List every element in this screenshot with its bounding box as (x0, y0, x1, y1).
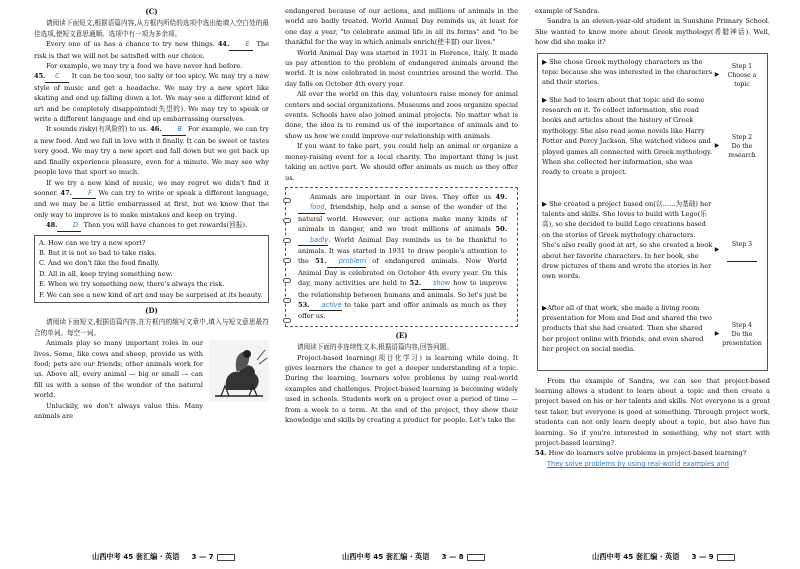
c-paragraph-5: If we try a new kind of music, we may regret we didn't find it sooner. 47. F We can try to write or speak a different language, and we may be a little embarrassed at first, but we know that the only way to improve is to make mistakes and keep on trying. (34, 178, 269, 219)
step-2-text: ▶ She had to learn about that topic and do some research on it. To collect information, she read books and articles about the history of Greek mythology. She also read some novels like Harry Potter and Percy Jackson. She watched videos and played games all connected with Greek mythology. When she collected her information, she was ready to create a project. (542, 95, 713, 177)
d-paragraph-1: Animals play so many important roles in our lives. Some, like cows and sheep, provide us with food; pets are our friends; other animals work for us. Above all, every animal — big or small — can fill us with a sense of the wonder of the natural world. (34, 339, 203, 400)
section-d-heading: (D) (145, 305, 158, 315)
option-c: C. And we don't like the food finally. (39, 259, 160, 268)
step-3-text: ▶ She created a project based on(以……为基础) her talents and skills. She loves to build with Lego(乐高), so she decided to build Lego creations based on the stories of Greek mythology characters. She's also really good at art, so she created a book about her favorite characters. In her book, she drew pictures of them and wrote the stories in her own words. (542, 199, 713, 281)
logo-icon (217, 554, 235, 561)
e-paragraph-1: Project-based learning(项目化学习) is learning while doing. It gives learners the chance to get a deeper understanding of a topic. During the learning, learners solve problems by using real-world examples and challenges. Project-based learning is becoming widely used in schools. Students work on a project over a period of time — from a week to a term. At the end of the project, they show their knowledge and skills by creating a product for people. Let's take the (285, 353, 518, 425)
answer-46[interactable]: B (162, 124, 186, 135)
step-1-label: Step 1 (731, 63, 753, 71)
step-1-text: ▶ She chose Greek mythology characters as the topic because she was interested in the characters and their stories. (542, 57, 713, 87)
section-c-heading: (C) (145, 7, 158, 16)
section-c-instructions: 请阅读下面短文,根据语篇内容,从方框内所给的选项中选出能填入空白处的最佳选项,使短文意思通顺。选项中有一项为多余项。 (34, 19, 269, 38)
answer-49[interactable]: food (298, 202, 325, 213)
option-b: B. But it is not so bad to take risks. (39, 248, 157, 257)
column-1 (34, 6, 269, 421)
step-4-desc: Do the presentation (722, 331, 762, 348)
answer-48[interactable]: D (57, 220, 81, 231)
question-54: 54. How do learners solve problems in project-based learning? (535, 449, 747, 458)
answer-44[interactable]: E (229, 39, 253, 50)
step-4-label: Step 4 (731, 322, 753, 330)
option-e: E. When we try something new, there's always the risk. (39, 280, 225, 289)
option-f: F. We can see a new kind of art and may be surprised at its beauty. (39, 290, 263, 299)
option-a: A. How can we try a new sport? (39, 238, 146, 247)
step-3-label: Step 3 (731, 240, 753, 248)
step-2-desc: Do the research (728, 143, 756, 160)
e-paragraph-2: Sandra is an eleven-year-old student in Sunshine Primary School. She wanted to know more about Greek mythology(希腊神话). Well, how did she make it? (535, 17, 770, 47)
c-paragraph-3: 45. C It can be too sour, too salty or too spicy. We may try a new style of music and get a headache. We may try a new sport like skating and end up falling down a lot. We may see a different kind of art and be completely disappointed(失望的). We may try to speak or write a different language and end up embarrassing ourselves. (34, 72, 269, 124)
d-paragraph-4: All over the world on this day, volunteers raise money for animal centers and social organizations. Museums and zoos organize special events. Schools have also joined animal projects. No matter what is done, the idea is to remind us of the importance of animals and to show us how we could improve our relationship with animals. (285, 90, 518, 140)
step-4-text: ▶After all of that work, she made a living room presentation for Mom and Dad and shared the two products that she had created. Then she shared her project online with friends, and even shared her project on social media. (542, 303, 712, 354)
d-paragraph-3: World Animal Day was started in 1931 in Florence, Italy. It made us pay attention to the problem of endangered animals around the world. It is now celebrated in most countries around the world. The day falls on October 4th every year. (285, 48, 518, 88)
section-d-instructions: 请阅读下面短文,根据语篇内容,在方框内的缩写文章中,填入与短文意思最符合的单词。每空一词。 (34, 318, 269, 337)
c-paragraph-6: 48. D Then you will have chances to get rewards(回报). (34, 220, 269, 231)
options-box (34, 235, 269, 303)
footer-page-9: 山西中考 45 套汇编 · 英语 3 — 9 (592, 552, 735, 562)
step-row-1 (542, 57, 763, 95)
section-e-heading: (E) (395, 330, 408, 340)
logo-icon (717, 554, 735, 561)
arrow-icon: ▶ (714, 142, 720, 150)
arrow-icon: ▶ (714, 330, 720, 338)
animals-illustration (209, 340, 269, 402)
answer-50[interactable]: badly (298, 235, 328, 246)
d-paragraph-2: Unluckily, we don't always value this. Many animals are (34, 401, 203, 421)
footer-page-8: 山西中考 45 套汇编 · 英语 3 — 8 (342, 552, 485, 562)
answer-45[interactable]: C (45, 71, 69, 82)
column-3 (535, 6, 770, 469)
step-row-3 (542, 199, 763, 303)
c-paragraph-4: It sounds risky(有风险的) to us. 46. B For example, we can try a new food. And we fall in love with it finally. It can be sweet or tastes very good. We may try a new sport and fall down but we get back up and finally experience pleasure, even for a minute. We may see why people love that sport so much. (34, 125, 269, 177)
summary-box (285, 187, 518, 327)
step-3-blank (727, 249, 757, 262)
step-row-2 (542, 95, 763, 199)
e-paragraph-1-cont: example of Sandra. (535, 7, 600, 15)
d-paragraph-5: If you want to take part, you could help an animal or organize a money-raising event for a local charity. The important thing is just taking an active part. We should offer animals as much as they offer us. (285, 142, 518, 182)
d-paragraph-2-cont: endangered because of our actions, and millions of animals in the world are badly treated. World Animal Day reminds us, at least for one day a year, "to celebrate animal life in all its forms" and "to be thankful for the way in which animals enrich(使丰富) our lives." (285, 7, 518, 47)
step-row-4 (542, 303, 763, 367)
step-2-label: Step 2 (731, 134, 753, 142)
steps-table (537, 53, 768, 371)
footer-page-7: 山西中考 45 套汇编 · 英语 3 — 7 (92, 552, 235, 562)
e-paragraph-3: From the example of Sandra, we can see that project-based learning allows a student to learn about a topic and then create a project based on his or her talents and skills. Not everyone is a great test taker, but everyone is good at something. Through project work, students can not only learn deeply about a topic, but also have fun learning. So if you're interested in something, why not start with project-based learning? (535, 376, 770, 448)
column-2 (285, 6, 518, 425)
step-1-desc: Choose a topic (727, 72, 757, 89)
arrow-icon: ▶ (714, 71, 720, 79)
arrow-icon: ▶ (714, 246, 720, 254)
logo-icon (467, 554, 485, 561)
summary-text: Animals are important in our lives. They offer us 49.food, friendship, help and a sense of the wonder of the natural world. However, our actions make many kinds of animals in danger, and we treat millions of animals 50.badly. World Animal Day reminds us to be thankful to animals. It was started in 1931 to draw people's attention to the 51. problem of endangered animals. Now World Animal Day is celebrated on October 4th every year. On this day, many activities are held to 52. show how to improve the relationship between humans and animals. So let's just be 53. active to take part and offer animals as much as they offer us. (298, 192, 507, 321)
c-paragraph-2: For example, we may try a food we have never had before. (46, 62, 243, 71)
section-e-instructions: 请阅读下面的非连续性文本,根据语篇内容,回答问题。 (297, 343, 453, 352)
option-d: D. All in all, keep trying something new. (39, 269, 173, 278)
answer-53[interactable]: active (309, 300, 341, 311)
c-paragraph-1: Every one of us has a chance to try new things. 44. E The risk is that we will not be satisfied with our choice. (34, 40, 269, 60)
answer-47[interactable]: F (72, 188, 96, 199)
answer-54[interactable]: They solve problems by using real-world examples and (547, 459, 729, 468)
answer-51[interactable]: problem (327, 256, 366, 267)
answer-52[interactable]: show (421, 278, 450, 289)
